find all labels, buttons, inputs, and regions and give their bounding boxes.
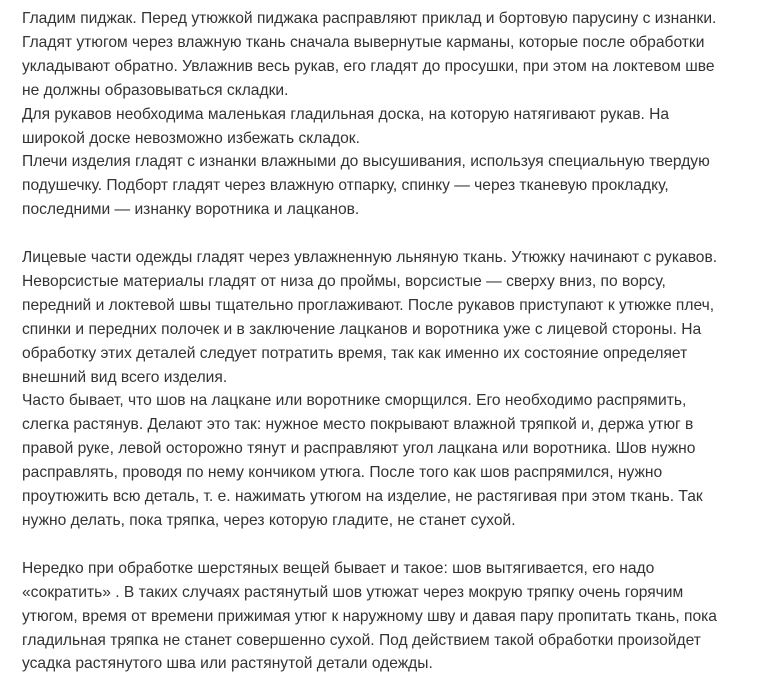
text-line: спинки и передних полочек и в заключение лацканов и воротника уже с лицевой стороны. На xyxy=(22,320,702,338)
paragraph-wrinkled-seam xyxy=(22,389,770,532)
text-line: правой руке, левой осторожно тянут и расправляют угол лацкана или воротника. Шов нужно xyxy=(22,440,696,458)
paragraph-sleeve-board xyxy=(22,103,770,151)
text-line: подушечку. Подборт гладят через влажную отпарку, спинку — через тканевую прокладку, xyxy=(22,177,669,195)
paragraph-jacket-ironing xyxy=(22,7,770,103)
text-line: Для рукавов необходима маленькая гладильная доска, на которую натягивают рукав. На xyxy=(22,105,670,123)
paragraph-face-parts xyxy=(22,246,770,389)
text-line: передний и локтевой швы тщательно проглаживают. После рукавов приступают к утюжке плеч, xyxy=(22,296,715,314)
text-line: Плечи изделия гладят с изнанки влажными до высушивания, используя специальную твердую xyxy=(22,153,710,171)
text-line: обработку этих деталей следует потратить время, так как именно их состояние определяет xyxy=(22,344,688,362)
paragraph-stretched-seam xyxy=(22,557,770,676)
text-line: широкой доске невозможно избежать складок. xyxy=(22,129,360,147)
text-line: Гладят утюгом через влажную ткань сначала вывернутые карманы, которые после обработки xyxy=(22,33,705,51)
text-line: усадка растянутого шва или растянутой детали одежды. xyxy=(22,655,433,673)
text-line: последними — изнанку воротника и лацканов. xyxy=(22,201,360,219)
text-line: нужно делать, пока тряпка, через которую гладите, не станет сухой. xyxy=(22,512,516,530)
text-line: укладывают обратно. Увлажнив весь рукав, его гладят до просушки, при этом на локтевом шве xyxy=(22,57,715,75)
paragraph-spacer xyxy=(22,533,770,557)
article-body xyxy=(22,7,770,676)
text-line: утюгом, время от времени прижимая утюг к наружному шву и давая пару пропитать ткань, пока xyxy=(22,607,717,625)
text-line: проутюжить всю деталь, т. е. нажимать утюгом на изделие, не растягивая при этом ткань. Так xyxy=(22,488,703,506)
text-line: расправлять, проводя по нему кончиком утюга. После того как шов распрямился, нужно xyxy=(22,464,663,482)
text-line: внешний вид всего изделия. xyxy=(22,368,228,386)
text-line: не должны образовываться складки. xyxy=(22,81,289,99)
text-line: Неворсистые материалы гладят от низа до проймы, ворсистые — сверху вниз, по ворсу, xyxy=(22,272,666,290)
text-line: слегка растянув. Делают это так: нужное место покрывают влажной тряпкой и, держа утюг в xyxy=(22,416,694,434)
paragraph-spacer xyxy=(22,222,770,246)
text-line: Гладим пиджак. Перед утюжкой пиджака расправляют приклад и бортовую парусину с изнанки. xyxy=(22,10,717,27)
text-line: гладильная тряпка не станет совершенно сухой. Под действием такой обработки произойдет xyxy=(22,631,701,649)
text-line: Часто бывает, что шов на лацкане или воротнике сморщился. Его необходимо распрямить, xyxy=(22,392,687,410)
text-line: Нередко при обработке шерстяных вещей бывает и такое: шов вытягивается, его надо xyxy=(22,559,655,577)
text-line: Лицевые части одежды гладят через увлажненную льняную ткань. Утюжку начинают с рукавов. xyxy=(22,249,718,267)
paragraph-shoulders xyxy=(22,150,770,222)
text-line: «сократить» . В таких случаях растянутый шов утюжат через мокрую тряпку очень горячим xyxy=(22,583,684,601)
